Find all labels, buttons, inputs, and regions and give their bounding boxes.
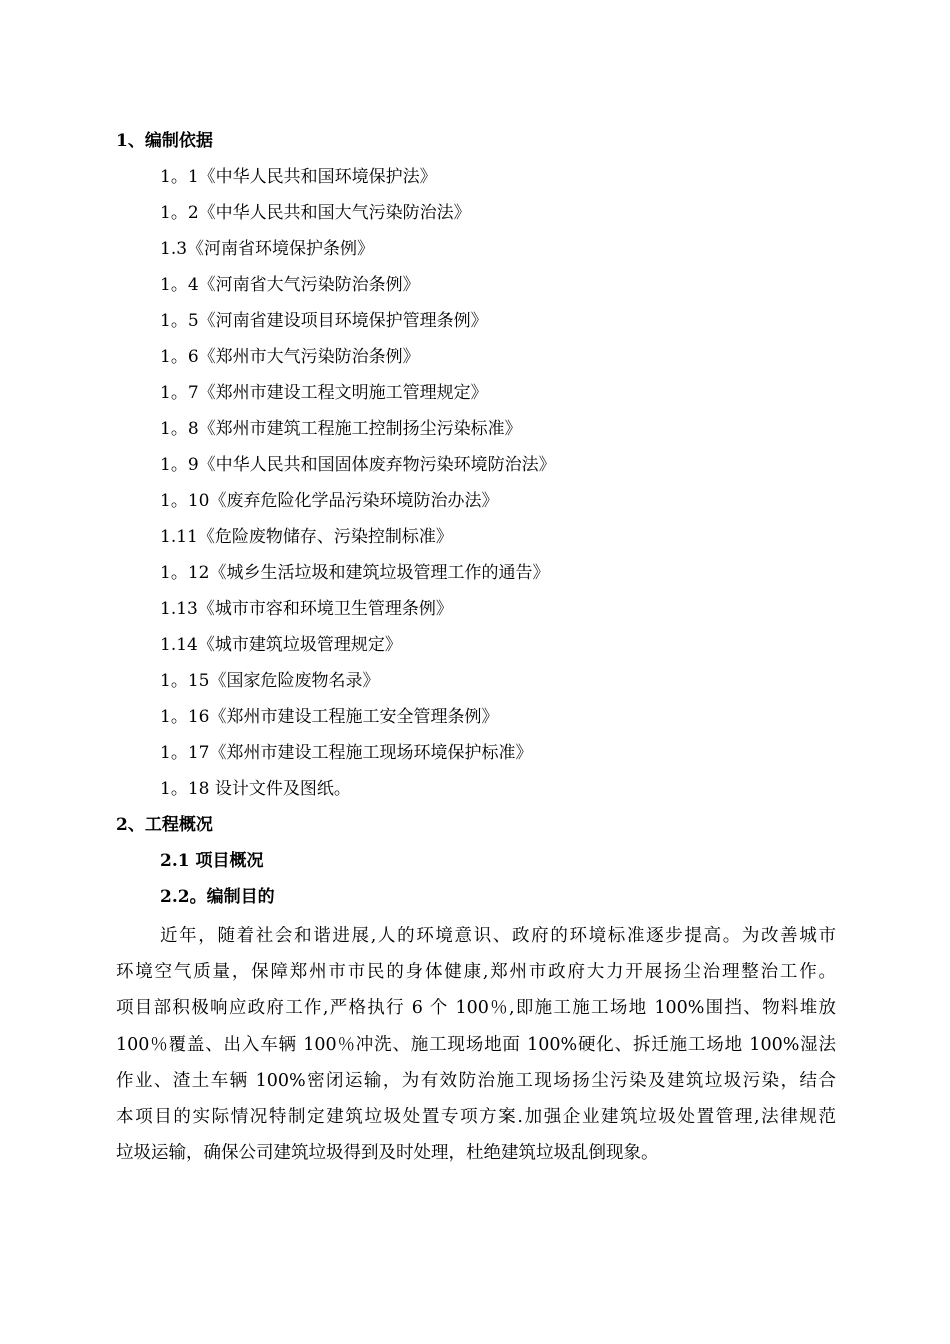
reference-item: 1。15《国家危险废物名录》 — [160, 671, 380, 691]
subsection-heading-2-1: 2.1 项目概况 — [160, 851, 264, 871]
reference-item: 1。18 设计文件及图纸。 — [160, 779, 351, 799]
paragraph-line: 垃圾运输，确保公司建筑垃圾得到及时处理，杜绝建筑垃圾乱倒现象。 — [116, 1143, 659, 1164]
reference-item: 1。4《河南省大气污染防治条例》 — [160, 275, 420, 295]
reference-item: 1。12《城乡生活垃圾和建筑垃圾管理工作的通告》 — [160, 563, 550, 583]
purpose-paragraph — [116, 918, 836, 1171]
reference-item: 1.13《城市市容和环境卫生管理条例》 — [160, 599, 453, 619]
subsection-heading-2-2: 2.2。编制目的 — [160, 887, 275, 907]
reference-item: 1.3《河南省环境保护条例》 — [160, 239, 375, 259]
paragraph-line: 近年，随着社会和谐进展,人的环境意识、政府的环境标准逐步提高。为改善城市 — [160, 926, 836, 946]
paragraph-line: 本项目的实际情况特制定建筑垃圾处置专项方案.加强企业建筑垃圾处置管理,法律规范 — [116, 1107, 836, 1128]
reference-item: 1。9《中华人民共和国固体废弃物污染环境防治法》 — [160, 455, 556, 475]
reference-item: 1。16《郑州市建设工程施工安全管理条例》 — [160, 707, 499, 727]
reference-item: 1。6《郑州市大气污染防治条例》 — [160, 347, 420, 367]
paragraph-line: 项目部积极响应政府工作,严格执行 6 个 100％,即施工施工场地 100%围挡、物料堆放 — [116, 998, 836, 1019]
reference-item: 1。5《河南省建设项目环境保护管理条例》 — [160, 311, 488, 331]
reference-item: 1。17《郑州市建设工程施工现场环境保护标准》 — [160, 743, 533, 763]
reference-item: 1.14《城市建筑垃圾管理规定》 — [160, 635, 402, 655]
reference-item: 1。8《郑州市建筑工程施工控制扬尘污染标准》 — [160, 419, 522, 439]
reference-item: 1。2《中华人民共和国大气污染防治法》 — [160, 203, 471, 223]
section-1-heading: 1、编制依据 — [116, 131, 213, 151]
paragraph-line: 环境空气质量，保障郑州市市民的身体健康,郑州市政府大力开展扬尘治理整治工作。 — [116, 962, 836, 983]
paragraph-line: 100％覆盖、出入车辆 100％冲洗、施工现场地面 100%硬化、拆迁施工场地 100%湿法 — [116, 1034, 836, 1055]
reference-item: 1.11《危险废物储存、污染控制标准》 — [160, 527, 453, 547]
reference-item: 1。1《中华人民共和国环境保护法》 — [160, 167, 437, 187]
paragraph-line: 作业、渣土车辆 100%密闭运输，为有效防治施工现场扬尘污染及建筑垃圾污染，结合 — [116, 1070, 836, 1091]
reference-item: 1。10《废弃危险化学品污染环境防治办法》 — [160, 491, 499, 511]
section-2-heading: 2、工程概况 — [116, 815, 213, 835]
reference-item: 1。7《郑州市建设工程文明施工管理规定》 — [160, 383, 488, 403]
